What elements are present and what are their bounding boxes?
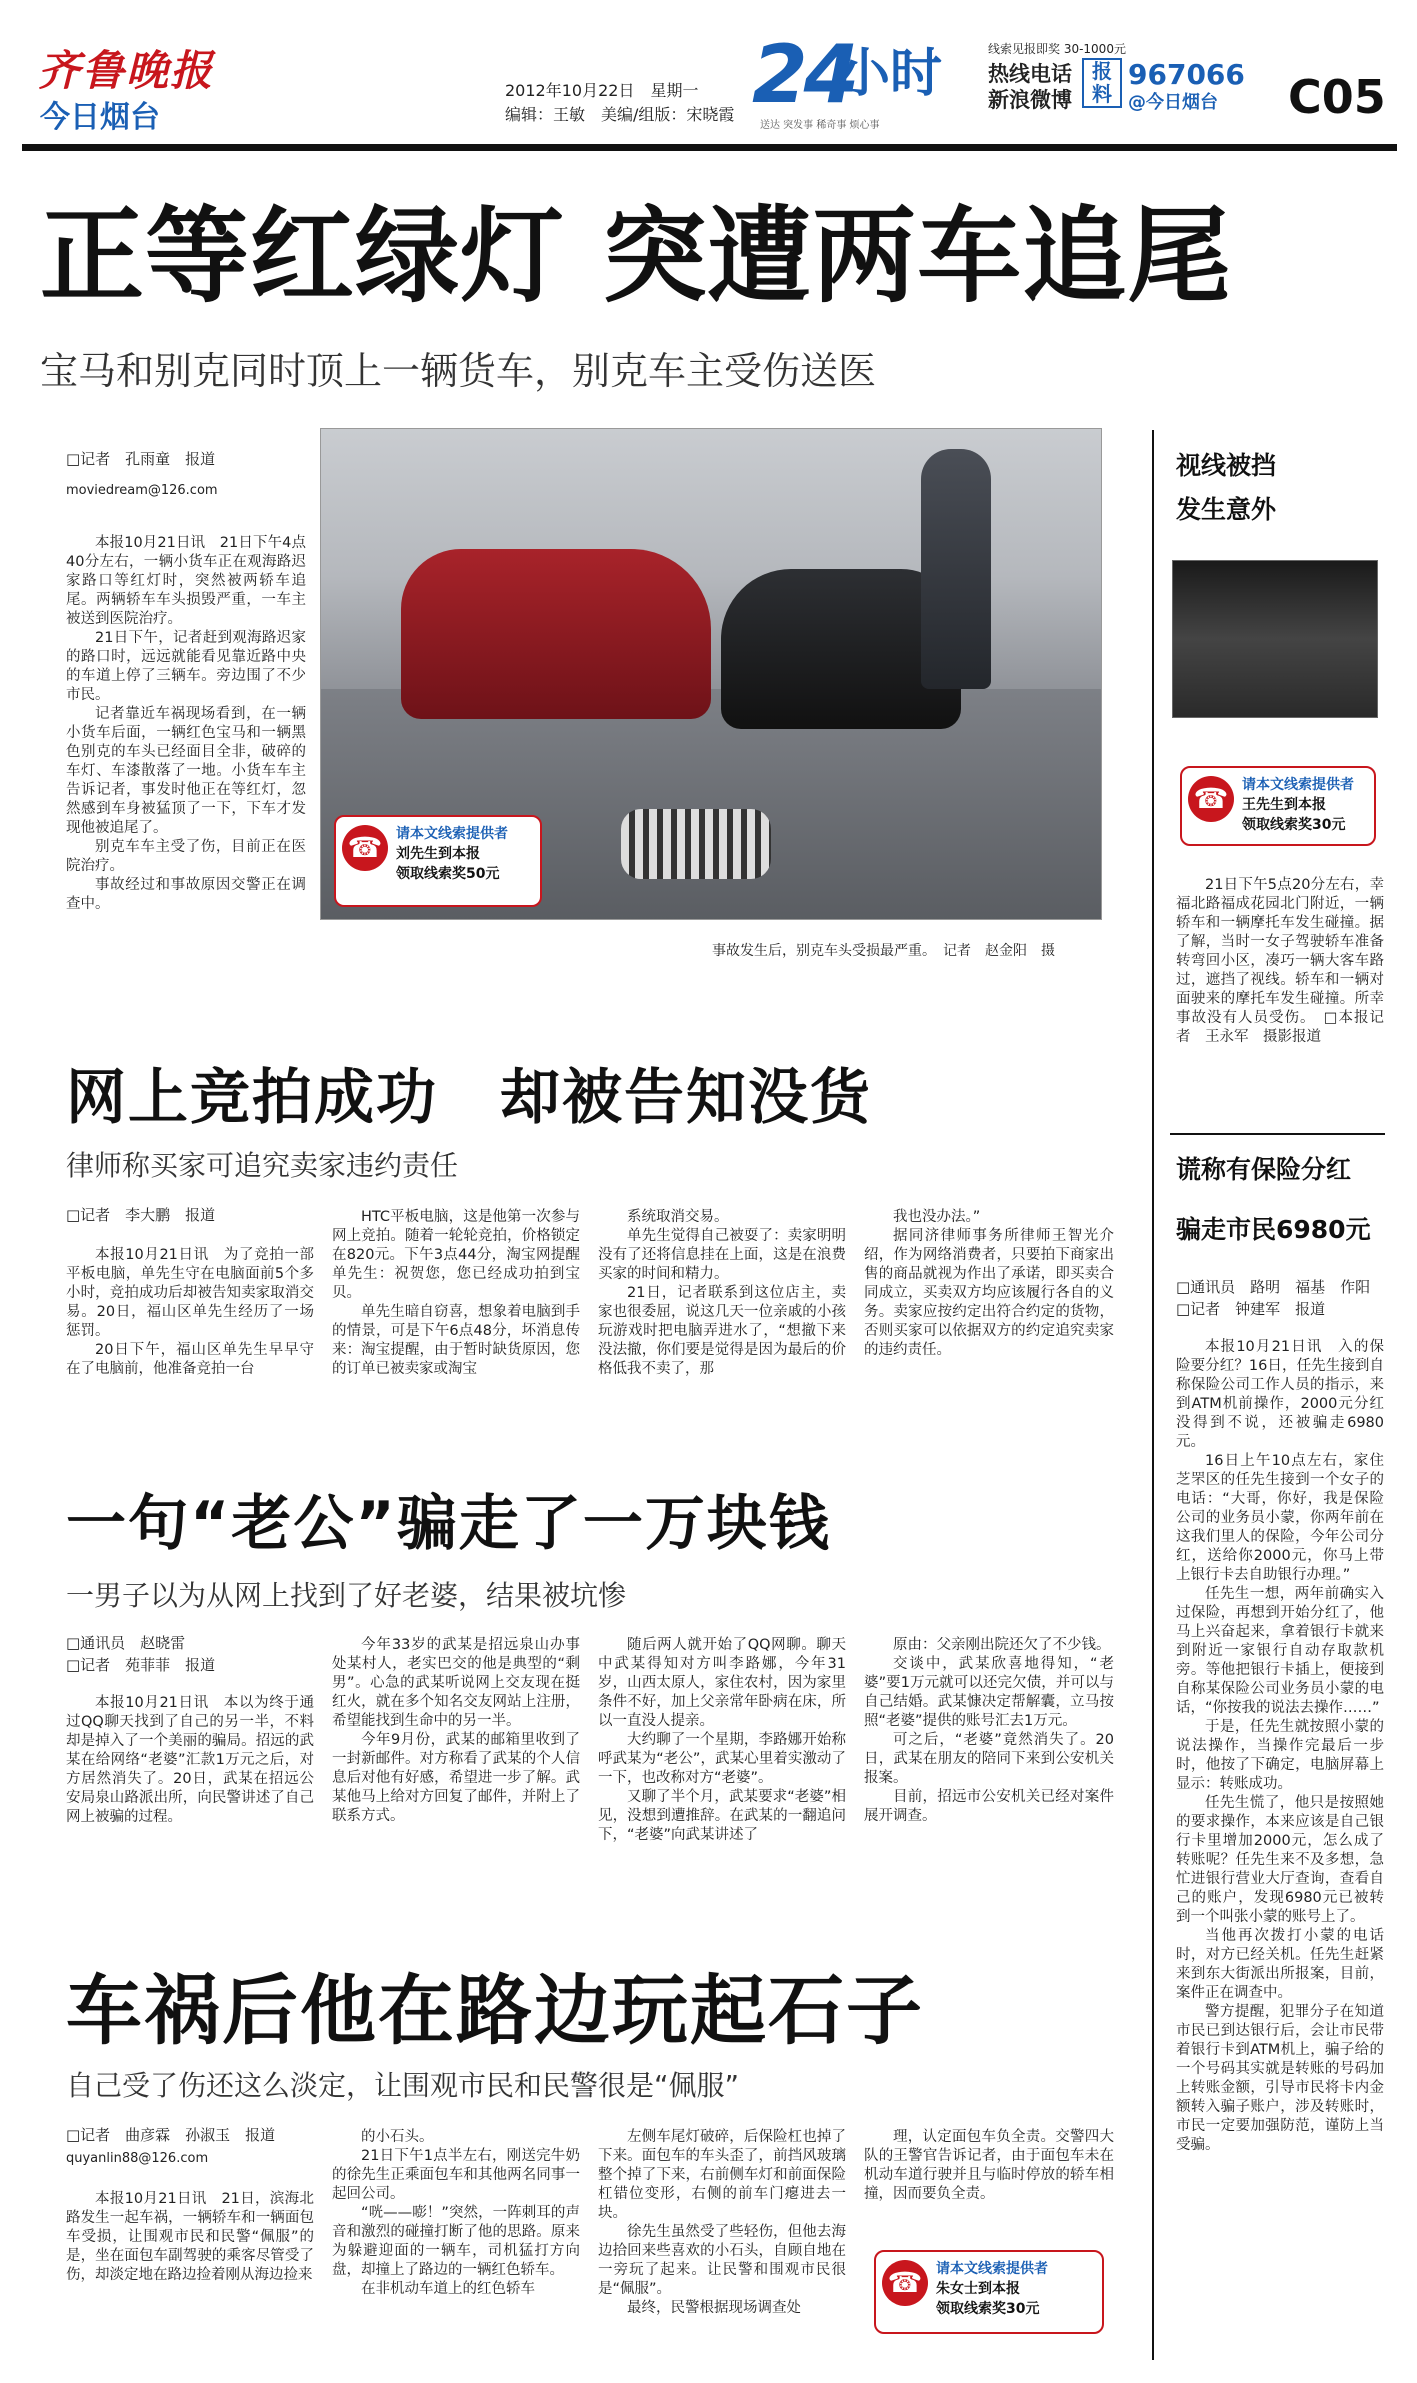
story3-byline: □记者 苑菲菲 报道 [66,1656,216,1674]
side2-byline: □通讯员 路明 福基 作阳 [1176,1278,1371,1296]
story3-col2 [332,1636,580,1826]
paragraph: 交谈中，武某欣喜地得知，“老婆”要1万元就可以还完欠债，并可以与自己结婚。武某慷决定帮解囊，立马按照“老婆”提供的账号汇去1万元。 [864,1656,1114,1729]
side1-subtitle: 发生意外 [1176,495,1277,524]
story1-body [66,534,306,914]
story3-col3 [598,1636,846,1845]
paragraph: 16日上午10点左右，家住芝罘区的任先生接到一个女子的电话：“大哥，你好，我是保险公司的业务员小蒙，你两年前在这我们里人的保险，今年公司分红，送给你2000元，你马上带上银行卡去自助银行办理。” [1176,1453,1384,1583]
story4-col4 [864,2128,1114,2204]
paragraph: 徐先生虽然受了些轻伤，但他去海边拾回来些喜欢的小石头，自顾自地在一旁玩了起来。让民警和围观市民很是“佩服”。 [598,2224,846,2297]
column-divider [1152,430,1154,2360]
edition-name: 今日烟台 [40,100,160,135]
newspaper-logo: 齐鲁晚报 [38,46,215,95]
story4-headline: 车祸后他在路边玩起石子 [66,1966,924,2055]
paragraph: 当他再次拨打小蒙的电话时，对方已经关机。任先生赶紧来到东大街派出所报案，目前，案件正在调查中。 [1176,1928,1384,2001]
story3-col1 [66,1694,314,1827]
paragraph: 可之后，“老婆”竟然消失了。20日，武某在朋友的陪同下来到公安机关报案。 [864,1732,1114,1786]
side2-byline: □记者 钟建军 报道 [1176,1300,1326,1318]
page-number: C05 [1288,70,1386,124]
paragraph: 随后两人就开始了QQ网聊。聊天中武某得知对方叫李路娜，今年31岁，山西太原人，家住农村，因为家里条件不好，加上父亲常年卧病在床，所以一直没人提亲。 [598,1637,846,1729]
paragraph: 事故经过和事故原因交警正在调查中。 [66,877,306,912]
weibo-handle: @今日烟台 [1128,92,1218,113]
story3-subheadline: 一男子以为从网上找到了好老婆，结果被坑惨 [66,1579,627,1612]
paragraph: 左侧车尾灯破碎，后保险杠也掉了下来。面包车的车头歪了，前挡风玻璃整个掉了下来，右前侧车灯和前面保险杠错位变形，右侧的前车门瘪进去一块。 [598,2129,846,2221]
badge-line: 领取线索奖30元 [1242,817,1346,833]
badge-line: 王先生到本报 [1242,797,1326,813]
paragraph: 本报10月21日讯 本以为终于通过QQ聊天找到了自己的另一半，不料却是掉入了一个美丽的骗局。招远的武某在给网络“老婆”汇款1万元之后，对方居然消失了。20日，武某在招远公安局泉山路派出所，向民警讲述了自己网上被骗的过程。 [66,1695,314,1825]
side1-title: 视线被挡 [1176,451,1277,480]
hotline-number: 967066 [1128,58,1245,91]
paragraph: 本报10月21日讯 入的保险要分红？16日，任先生接到自称保险公司工作人员的指示，来到ATM机前操作，2000元分红没得到不说，还被骗走6980元。 [1176,1339,1384,1450]
story2-subheadline: 律师称买家可追究卖家违约责任 [66,1149,459,1182]
paragraph: 任先生一想，两年前确实入过保险，再想到开始分红了，他马上兴奋起来，拿着银行卡就来到附近一家银行自动存取款机旁。等他把银行卡插上，便接到自称某保险公司业务员小蒙的电话，“你按我的说法去操作……” [1176,1586,1384,1716]
paragraph: 21日下午1点半左右，刚送完牛奶的徐先生正乘面包车和其他两名同事一起回公司。 [332,2148,580,2202]
badge-line: 朱女士到本报 [936,2281,1020,2297]
story1-subheadline: 宝马和别克同时顶上一辆货车，别克车主受伤送医 [40,349,877,393]
story4-col2 [332,2128,580,2299]
paragraph: 别克车车主受了伤，目前正在医院治疗。 [66,839,306,874]
paragraph: 原由：父亲刚出院还欠了不少钱。 [893,1637,1111,1653]
side-reward-badge [1180,766,1376,846]
paragraph: 单先生觉得自己被耍了：卖家明明没有了还将信息挂在上面，这是在浪费买家的时间和精力。 [598,1228,846,1282]
story4-email: quyanlin88@126.com [66,2151,209,2166]
paragraph: 单先生暗自窃喜，想象着电脑到手的情景，可是下午6点48分，坏消息传来：淘宝提醒，由于暂时缺货原因，您的订单已被卖家或淘宝 [332,1304,580,1377]
side2-subtitle: 骗走市民6980元 [1176,1215,1371,1244]
pedestrian [921,449,991,689]
story4-reward-badge [874,2250,1104,2334]
side-photo [1172,560,1378,718]
paragraph: 理，认定面包车负全责。交警四大队的王警官告诉记者，由于面包车未在机动车道行驶并且与临时停放的轿车相撞，因而要负全责。 [864,2129,1114,2202]
paragraph: 任先生慌了，他只是按照她的要求操作，本来应该是自己银行卡里增加2000元，怎么成了转账呢？任先生来不及多想，急忙进银行营业大厅查询，查看自己的账户，发现6980元已被转到一个叫张小蒙的账号上了。 [1176,1795,1384,1925]
story1-byline: □记者 孔雨童 报道 [66,450,216,468]
badge-line: 刘先生到本报 [396,846,480,862]
story2-headline: 网上竞拍成功 却被告知没货 [66,1063,872,1133]
editor-credits: 编辑：王敏 美编/组版：宋晓霞 [505,105,735,124]
masthead-rule [22,144,1397,151]
story2-col4 [864,1208,1114,1360]
paragraph: 系统取消交易。 [627,1209,729,1225]
side2-body [1176,1338,1384,2155]
badge-line: 领取线索奖50元 [396,866,500,882]
paragraph: 本报10月21日讯 为了竞拍一部平板电脑，单先生守在电脑面前5个多小时，竞拍成功后却被告知卖家取消交易。20日，福山区单先生经历了一场惩罚。 [66,1247,314,1339]
paragraph: 又聊了半个月，武某要求“老婆”相见，没想到遭推辞。在武某的一翻追问下，“老婆”向武某讲述了 [598,1789,846,1843]
story2-col1 [66,1246,314,1379]
car-grille-debris [621,809,771,879]
side-divider [1170,1133,1385,1135]
paragraph: 的小石头。 [361,2129,434,2145]
weibo-label: 新浪微博 [988,88,1072,112]
story1-reward-badge [334,815,542,907]
paragraph: 20日下午，福山区单先生早早守在了电脑前，他准备竞拍一台 [66,1342,314,1377]
paragraph: 警方提醒，犯罪分子在知道市民已到达银行后，会让市民带着银行卡到ATM机上，骗子给的一个号码其实就是转账的号码加上转账金额，引导市民将卡内金额转入骗子账户，涉及转账时，市民一定要加强防范，谨防上当受骗。 [1176,2004,1384,2153]
paragraph: 记者靠近车祸现场看到，在一辆小货车后面，一辆红色宝马和一辆黑色别克的车头已经面目全非，破碎的车灯、车漆散落了一地。小货车车主告诉记者，事发时他正在等红灯，忽然感到车身被猛顶了一下，下车才发现他被追尾了。 [66,706,306,836]
paragraph: 今年33岁的武某是招远泉山办事处某村人，老实巴交的他是典型的“剩男”。心急的武某听说网上交友现在挺红火，就在多个知名交友网站上注册，希望能找到生命中的另一半。 [332,1637,580,1729]
paragraph: 大约聊了一个星期，李路娜开始称呼武某为“老公”，武某心里着实激动了一下，也改称对方“老婆”。 [598,1732,846,1786]
badge-line: 领取线索奖30元 [936,2301,1040,2317]
badge-line: 请本文线索提供者 [936,2261,1048,2277]
brand-tagline: 送达 突发事 稀奇事 烦心事 [760,120,880,131]
paragraph: “咣——嘭！”突然，一阵刺耳的声音和激烈的碰撞打断了他的思路。原来为躲避迎面的一辆车，司机猛打方向盘，却撞上了路边的一辆红色轿车。 [332,2205,580,2278]
story4-subheadline: 自己受了伤还这么淡定，让围观市民和民警很是“佩服” [66,2069,740,2102]
story3-byline: □通讯员 赵晓雷 [66,1634,186,1652]
paragraph: 21日，记者联系到这位店主，卖家也很委屈，说这几天一位亲戚的小孩玩游戏时把电脑弄进水了，“想撤下来没法撤，你们要是觉得是因为最后的价格低我不卖了，那 [598,1285,846,1377]
paragraph: HTC平板电脑，这是他第一次参与网上竞拍。随着一轮轮竞拍，价格锁定在820元。下午3点44分，淘宝网提醒单先生：祝贺您，您已经成功拍到宝贝。 [332,1209,580,1301]
story2-col2 [332,1208,580,1379]
baoliao-box: 报料 [1082,58,1122,108]
paragraph: 本报10月21日讯 21日下午4点40分左右，一辆小货车正在观海路迟家路口等红灯时，突然被两轿车追尾。两辆轿车车头损毁严重，一车主被送到医院治疗。 [66,535,306,627]
story3-headline: 一句“老公”骗走了一万块钱 [66,1489,831,1559]
story4-col1 [66,2190,314,2285]
phone-icon: ☎ [342,825,388,871]
story2-col3 [598,1208,846,1379]
paragraph: 据同济律师事务所律师王智光介绍，作为网络消费者，只要拍下商家出售的商品就视为作出了承诺，即买卖合同成立，买卖双方均应该履行各自的义务。卖家应按约定出符合约定的货物，否则买家可以依据双方的约定追究卖家的违约责任。 [864,1228,1114,1358]
side1-body: 21日下午5点20分左右，幸福北路福成花园北门附近，一辆轿车和一辆摩托车发生碰撞。据了解，当时一女子驾驶轿车准备转弯回小区，凑巧一辆大客车路过，遮挡了视线。轿车和一辆对面驶来的摩托车发生碰撞。所幸事故没有人员受伤。 □本报记者 王永军 摄影报道 [1176,877,1384,1045]
paragraph: 目前，招远市公安机关已经对案件展开调查。 [864,1789,1114,1824]
story1-email: moviedream@126.com [66,483,218,498]
photo-caption: 事故发生后，别克车头受损最严重。 记者 赵金阳 摄 [712,943,1055,959]
story4-byline: □记者 曲彦霖 孙淑玉 报道 [66,2126,276,2144]
issue-date: 2012年10月22日 星期一 [505,81,699,100]
paragraph: 最终，民警根据现场调查处 [627,2300,801,2316]
story1-headline: 正等红绿灯 突遭两车追尾 [40,195,1233,317]
paragraph: 我也没办法。” [893,1209,981,1225]
red-car [401,549,711,719]
hotline-label: 热线电话 [988,62,1072,86]
story2-byline: □记者 李大鹏 报道 [66,1206,216,1224]
paragraph: 于是，任先生就按照小蒙的说法操作，当操作完最后一步时，他按了下确定，电脑屏幕上显示：转账成功。 [1176,1719,1384,1792]
brand-text: 小时 [838,44,943,104]
phone-icon: ☎ [1188,776,1234,822]
phone-icon: ☎ [882,2260,928,2306]
paragraph: 今年9月份，武某的邮箱里收到了一封新邮件。对方称看了武某的个人信息后对他有好感，希望进一步了解。武某他马上给对方回复了邮件，并附上了联系方式。 [332,1732,580,1824]
brand-number: 24 [752,28,856,121]
story4-col3 [598,2128,846,2318]
badge-line: 请本文线索提供者 [396,826,508,842]
story3-col4 [864,1636,1114,1826]
badge-line: 请本文线索提供者 [1242,777,1354,793]
paragraph: 21日下午，记者赶到观海路迟家的路口时，远远就能看见靠近路中央的车道上停了三辆车。旁边围了不少市民。 [66,630,306,703]
side2-title: 谎称有保险分红 [1176,1155,1352,1184]
reward-note: 线索见报即奖 30-1000元 [988,42,1126,56]
paragraph: 在非机动车道上的红色轿车 [361,2281,535,2297]
paragraph: 本报10月21日讯 21日，滨海北路发生一起车祸，一辆轿车和一辆面包车受损，让围观市民和民警“佩服”的是，坐在面包车副驾驶的乘客尽管受了伤，却淡定地在路边捡着刚从海边捡来 [66,2191,314,2283]
